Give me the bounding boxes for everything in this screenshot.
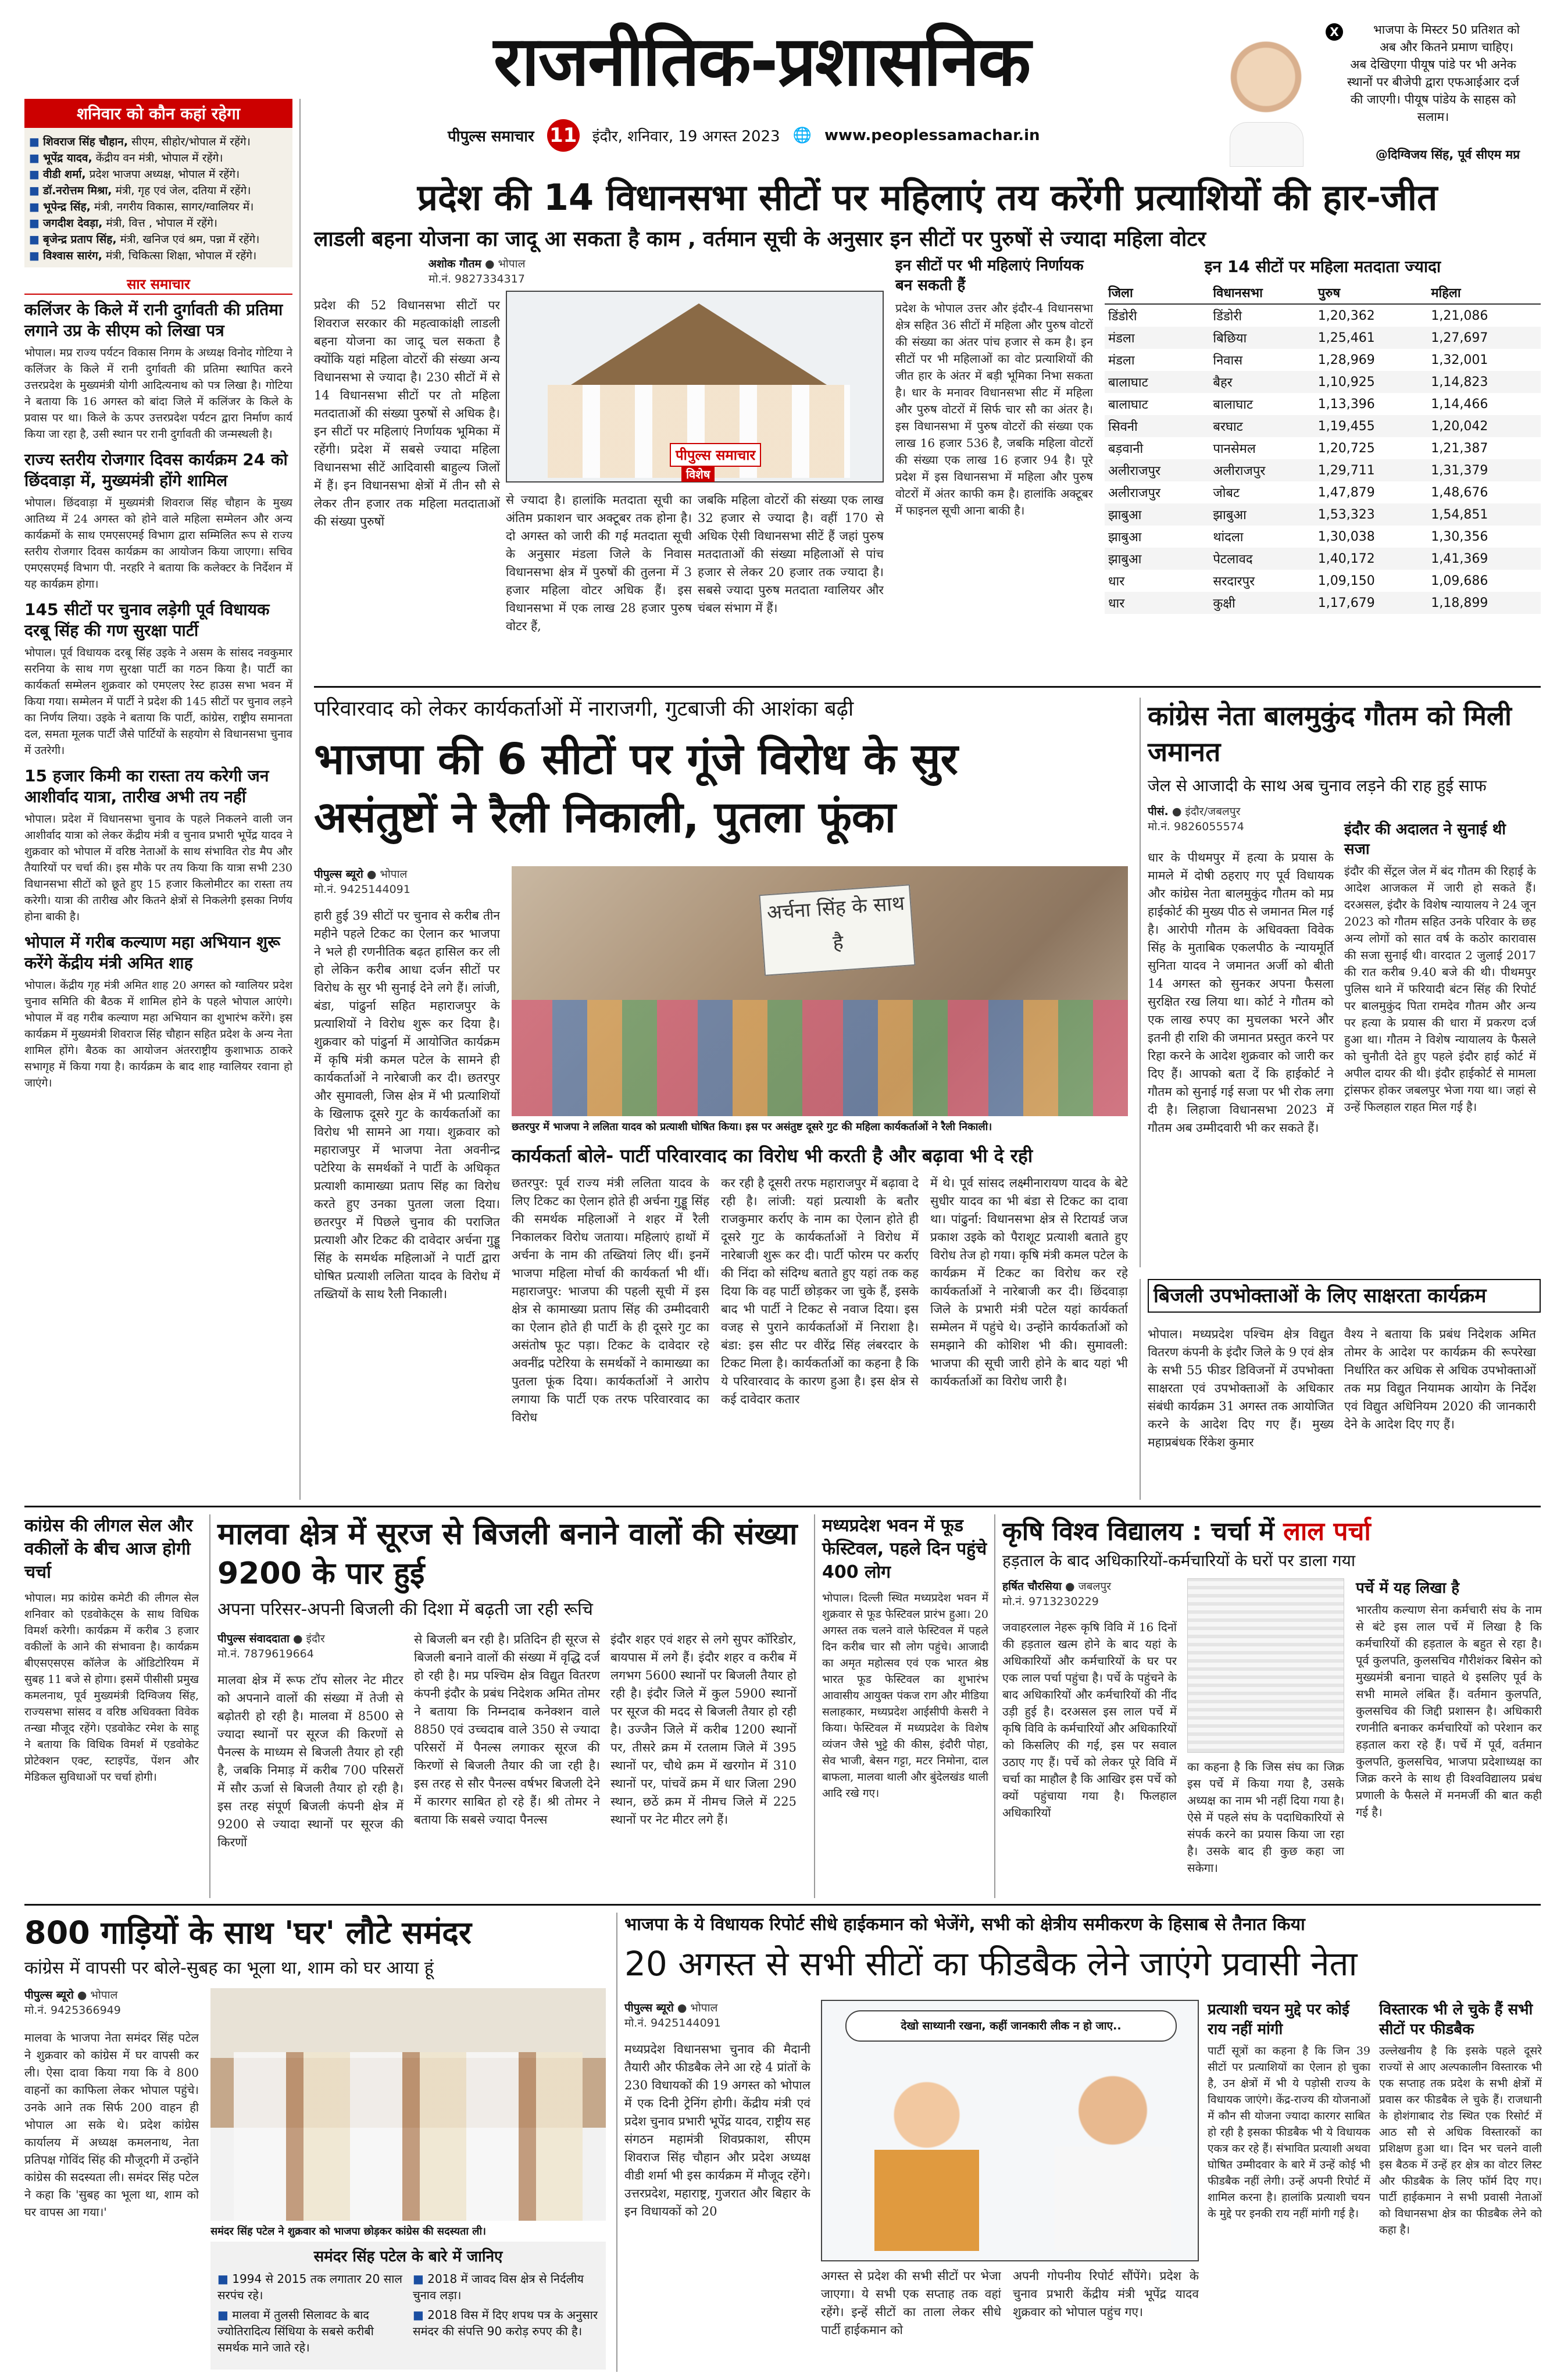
congress-side-box — [1344, 820, 1536, 1262]
table-row — [1105, 548, 1541, 570]
legal-headline: कांग्रेस की लीगल सेल और वकीलों के बीच आज होगी चर्चा — [24, 1516, 193, 1582]
red-pamphlet-photo — [1187, 1578, 1344, 1753]
brief-title: कलिंजर के किले में रानी दुर्गावती की प्रतिमा लगाने उप्र के सीएम को लिखा पत्र — [24, 300, 283, 340]
brief-body: भोपाल। छिंदवाड़ा में मुख्यमंत्री शिवराज सिंह चौहान के मुख्य आतिथ्य में 24 अगस्त को होने वाले महिला सम्मेलन और अन्य कार्यक्रमों के साथ एमएसएमई विभाग द्वारा सम्मिलित रूप से राज्य स्तरीय रोजगार दिवस कार्यक्रम का आयोजन किया जाएगा। सचिव एमएसएमई विभाग पी. नरहरि ने बताया कि कलेक्टर के निर्देशन में यह कार्यक्रम होगा। — [24, 496, 292, 591]
brief-body: भोपाल। मप्र राज्य पर्यटन विकास निगम के अध्यक्ष विनोद गोटिया ने कलिंजर के किले में रानी दुर्गावती की प्रतिमा स्थापित करने उत्तरप्रदेश के मुख्यमंत्री योगी आदित्यनाथ को पत्र लिखा है। गोटिया ने बताया कि 16 अगस्त को बांदा जिले में कलिंजर के किले के प्रवास पर था। किले के ऊपर उत्तरप्रदेश पर्यटन द्वारा निर्माण कार्य किया जा रहा है, उसी स्थान पर रानी दुर्गावती की जन्मस्थली है। — [24, 346, 292, 441]
agri-side-box — [1356, 1578, 1542, 1892]
table-cell: निवास — [1213, 353, 1243, 368]
table-cell: 1,28,969 — [1317, 352, 1375, 367]
samandar-story — [24, 1913, 606, 2372]
feedback-body-col-1: मध्यप्रदेश विधानसभा चुनाव की मैदानी तैयारी और फीडबैक लेने आ रहे 4 प्रांतों के 230 विधायकों की 19 अगस्त को भोपाल में एक दिनी ट्रेनिंग होगी। केंद्रीय मंत्री एवं प्रदेश चुनाव प्रभारी भूपेंद्र यादव, राष्ट्रीय सह संगठन महामंत्री शिवप्रकाश, सीएम शिवराज सिंह चौहान और प्रदेश अध्यक्ष वीडी शर्मा भी इस कार्यक्रम में मौजूद रहेंगे। उत्तरप्रदेश, महाराष्ट्र, गुजरात और बिहार के इन विधायकों को 20 — [624, 2042, 810, 2218]
table-cell: अलीराजपुर — [1209, 459, 1314, 481]
divider — [24, 1904, 1541, 1906]
bjp-body-col-2: छतरपुर: पूर्व राज्य मंत्री ललिता यादव के लिए टिकट का ऐलान होते ही अर्चना गुड्डू सिंह की समर्थक महिलाओं ने शहर में रैली निकालकर विरोध जताया। महिलाएं हाथों में अर्चना के नाम की तख्तियां लिए थीं। इनमें भाजपा महिला मोर्चा की कार्यकर्ता भी थीं। महाराजपुर: भाजपा की पहली सूची में इस क्षेत्र से कामाख्या प्रताप सिंह की उम्मीदवारी का ऐलान होते ही पार्टी के ही दूसरे गुट का असंतोष फूट पड़ा। टिकट के दावेदार रहे अवनींद्र पटेरिया के समर्थकों ने कामाख्या का पुतला फूंक दिया। कार्यकर्ताओं ने आरोप लगाया कि पार्टी एक तरफ परिवारवाद का विरोध — [512, 1176, 709, 1424]
congress-body: धार के पीथमपुर में हत्या के प्रयास के मामले में दोषी ठहराए गए पूर्व विधायक और कांग्रेस नेता बालमुकुंद गौतम को मप्र हाईकोर्ट की मुख्य पीठ से जमानत मिल गई है। आरोपी गौतम के अधिवक्ता विवेक सिंह के मुताबिक एकलपीठ के न्यायमूर्ति सुनिता यादव ने जमानत अर्जी को बीती 14 अगस्त को सुनकर अपना फैसला सुरक्षित रख लिया था। कोर्ट ने गौतम को एक लाख रुपए का मुचलका भरने और इतनी ही राशि की जमानत प्रस्तुत करने पर रिहा करने के आदेश शुक्रवार को जारी कर दिए हैं। आपको बता दें कि हाईकोर्ट ने गौतम को सुनाई गई सजा पर भी रोक लगा दी है। लिहाजा विधानसभा 2023 में गौतम अब उम्मीदवारी भी कर सकते हैं। — [1148, 850, 1334, 1135]
table-cell: सरदारपुर — [1213, 574, 1255, 589]
x-icon: X — [1326, 23, 1343, 41]
brief-item — [24, 932, 292, 1091]
schedule-item: ■ भूपेंद्र यादव, केंद्रीय वन मंत्री, भोपाल में रहेंगे। — [29, 152, 223, 165]
side-box-body: प्रदेश के भोपाल उत्तर और इंदौर-4 विधानसभा क्षेत्र सहित 36 सीटों में महिला और पुरुष वोटरों की संख्या का अंतर पांच हजार से कम है। इन सीटों पर भी महिलाओं का वोट प्रत्याशियों की जीत हार के अंतर में बड़ी भूमिका निभा सकता है। धार के मनावर विधानसभा सीट में महिला और पुरुष वोटरों में सिर्फ चार सौ का अंतर है। इस विधानसभा में पुरुष वोटरों की संख्या एक लाख 16 हजार 536 है, जबकि महिला वोटरों की संख्या एक लाख 16 हजार 94 है। पूरे प्रदेश में इस विधानसभा में महिला और पुरुष वोटरों में अंतर काफी कम है। हालांकि अक्टूबर में फाइनल सूची आना बाकी है। — [895, 301, 1093, 517]
table-cell: 1,19,455 — [1315, 415, 1428, 437]
table-cell: सिवनी — [1105, 415, 1209, 437]
table-cell: 1,20,725 — [1317, 441, 1375, 456]
table-cell: 1,25,461 — [1315, 327, 1428, 349]
table-cell: 1,21,086 — [1431, 308, 1488, 323]
table-row — [1105, 459, 1541, 481]
cartoon-tag: विशेष — [681, 466, 715, 482]
agri-side-body: भारतीय कल्याण सेना कर्मचारी संघ के नाम से बंटे इस लाल पर्चे में लिखा है कि कर्मचारियों की हड़ताल के बहुत से रहा है। पूर्व कुलपति, कुलसचिव गौरीशंकर बिसेन को मुख्यमंत्री बनाना चाहते थे इसलिए पूर्व के सभी मामले लंबित हैं। वर्तमान कुलपति, कुलसचिव की जिद्दी प्रशासन है। अधिकारी रणनीति बनाकर कर्मचारियों को परेशान कर हड़ताल करा रहे हैं। पर्चे में पूर्व, वर्तमान कुलपति, कुलसचिव, भाजपा प्रदेशाध्यक्ष का जिक्र करने के साथ ही विश्वविद्यालय प्रबंध प्रणाली के फैसले में मनमर्जी की बात कही गई है। — [1356, 1603, 1542, 1819]
table-cell: बिछिया — [1209, 327, 1314, 349]
samandar-headline: 800 गाड़ियों के साथ 'घर' लौटे समंदर — [24, 1914, 472, 1951]
brief-item — [24, 766, 292, 925]
agri-headline: कृषि विश्व विद्यालय : चर्चा में लाल पर्चा — [1002, 1517, 1371, 1546]
table-cell: पानसेमल — [1213, 442, 1256, 456]
tweet-box — [1215, 17, 1541, 169]
table-row — [1105, 437, 1541, 459]
paper-name: पीपुल्स समाचार — [448, 128, 534, 145]
brief-title: भोपाल में गरीब कल्याण महा अभियान शुरू करेंगे केंद्रीय मंत्री अमित शाह — [24, 932, 280, 973]
table-cell: डिंडोरी — [1108, 309, 1137, 324]
table-cell: बालाघाट — [1213, 398, 1254, 412]
table-cell: 1,14,466 — [1431, 396, 1488, 412]
lead-body-col-3: जबकि महिला वोटरों की संख्या एक लाख 32 हजार से ज्यादा है। वहीं 170 से अधिक ऐसी विधानसभा सीटें हैं जहां पुरुष मतदाताओं की संख्या महिलाओं से पांच हजार से लेकर 20 हजार तक ज्यादा है। सबसे ज्यादा पुरुष मतदाता ग्वालियर और चंबल संभाग में हैं। — [698, 493, 884, 615]
agri-byline: हर्षित चौरसिया ● जबलपुर मो.नं. 9713230229 — [1002, 1580, 1111, 1608]
schedule-item: ■ विश्वास सारंग, मंत्री, चिकित्सा शिक्षा, भोपाल में रहेंगे। — [29, 249, 257, 262]
table-cell: 1,20,042 — [1427, 415, 1541, 437]
website-link[interactable]: www.peoplessamachar.in — [824, 127, 1040, 144]
table-cell: डिंडोरी — [1213, 309, 1242, 324]
solar-body-col-2: से बिजली बन रही है। प्रतिदिन ही सूरज से बिजली बनाने वालों की संख्या में वृद्धि दर्ज हो रही है। मप्र पश्चिम क्षेत्र विद्युत वितरण कंपनी इंदौर के प्रबंध निदेशक अमित तोमर ने बताया कि निम्नदाब कनेक्शन वाले 8850 एवं उच्चदाब वाले 350 से ज्यादा परिसरों में पैनल्स लगाकर सूरज की किरणों से बिजली तैयार की जा रही है। इस तरह से सौर पैनल्स वर्षभर बिजली देने में कारगर साबित हो रहे हैं। श्री तोमर ने बताया कि सबसे ज्यादा पैनल्स — [414, 1632, 600, 1827]
agri-headline-red: लाल पर्चा — [1283, 1517, 1371, 1546]
table-row — [1105, 526, 1541, 548]
legal-body: भोपाल। मप्र कांग्रेस कमेटी की लीगल सेल शनिवार को एडवोकेट्स के साथ विधिक विमर्श करेगी। कार्यक्रम में करीब 3 हजार वकीलों के आने की संभावना है। कार्यक्रम बीएसएसएस कॉलेज के ऑडिटोरियम में सुबह 11 बजे से होगा। इसमें पीसीसी प्रमुख कमलनाथ, पूर्व मुख्यमंत्री दिग्विजय सिंह, राज्यसभा सांसद व वरिष्ठ अधिवक्ता विवेक तन्खा मौजूद रहेंगे। एडवोकेट रमेश के साहू ने बताया कि विधिक विमर्श में एडवोकेट प्रोटेक्शन एक्ट, स्टाइपेंड, पेंशन और मेडिकल सुविधाओं पर चर्चा होगी। — [24, 1592, 199, 1784]
table-cell: थांदला — [1213, 530, 1244, 545]
solar-body-col-1: मालवा क्षेत्र में रूफ टॉप सोलर नेट मीटर को अपनाने वालों की संख्या में तेजी से बढ़ोतरी हो रही है। मालवा में 8500 से ज्यादा स्थानों पर सूरज की किरणों से पैनल्स के माध्यम से बिजली तैयार हो रही है, जबकि निमाड़ में करीब 700 परिसरों में सौर ऊर्जा से बिजली तैयार हो रही है। इस तरह संपूर्ण बिजली कंपनी क्षेत्र में 9200 से ज्यादा स्थानों पर सूरज की किरणों — [217, 1673, 403, 1849]
solar-byline: पीपुल्स संवाददाता ● इंदौर मो.नं. 7879619664 — [217, 1632, 325, 1660]
schedule-item: ■ बृजेन्द्र प्रताप सिंह, मंत्री, खनिज एवं श्रम, पन्ना में रहेंगे। — [29, 233, 260, 246]
rally-placard: अर्चना सिंह के साथ है — [759, 884, 915, 976]
samandar-subhead: कांग्रेस में वापसी पर बोले-सुबह का भूला था, शाम को घर आया हूं — [24, 1958, 434, 1978]
voter-table — [1105, 281, 1541, 614]
table-cell: 1,18,899 — [1427, 592, 1541, 614]
fact-item: ■ 1994 से 2015 तक लगातार 20 साल सरपंच रहे। — [217, 2272, 402, 2302]
side-2-body: उल्लेखनीय है कि इसके पहले दूसरे राज्यों से आए अल्पकालीन विस्तारक भी एक सप्ताह तक प्रदेश के सभी क्षेत्रों में प्रवास कर फीडबैक ले चुके हैं। राजधानी के होशंगाबाद रोड स्थित एक रिसोर्ट में आठ सौ से अधिक विस्तारकों का प्रशिक्षण हुआ था। दिन भर चलने वाली इस बैठक में उन्हें हर क्षेत्र का वोटर लिस्ट और फीडबैक के लिए फॉर्म दिए गए। पार्टी हाईकमान ने सभी प्रवासी नेताओं को विधानसभा क्षेत्र का फीडबैक लेने को कहा है। — [1379, 2045, 1542, 2236]
table-cell: झाबुआ — [1108, 530, 1142, 545]
schedule-title: शनिवार को कौन कहां रहेगा — [24, 99, 292, 128]
fact-item: ■ 2018 विस में दिए शपथ पत्र के अनुसार समंदर की संपत्ति 90 करोड़ रुपए की है। — [413, 2308, 598, 2338]
lead-story — [314, 174, 1541, 709]
lead-byline: अशोक गौतम ● भोपाल मो.नं. 9827334317 — [428, 258, 526, 285]
brief-body: भोपाल। पूर्व विधायक दरबू सिंह उइके ने असम के सांसद नवकुमार सरनिया के साथ गण सुरक्षा पार्टी का गठन किया है। पार्टी का कार्यकर्ता सम्मेलन शुक्रवार को एमएलए रेस्ट हाउस सभा भवन में किया गया। सम्मेलन में पार्टी ने प्रदेश की 145 सीटों पर चुनाव लड़ने का निर्णय लिया। उइके ने बताया कि पार्टी, कांग्रेस, राष्ट्रीय समानता दल, समता मूलक पार्टी जैसे पार्टियों के सहयोग से विधानसभा चुनाव में उतरेगी। — [24, 646, 292, 757]
table-cell: अलीराजपुर — [1108, 486, 1160, 501]
food-festival-story — [814, 1514, 988, 1898]
congress-side-title: इंदौर की अदालत ने सुनाई थी सजा — [1344, 821, 1506, 858]
table-cell: बालाघाट — [1105, 371, 1209, 393]
bjp-headline-2: असंतुष्टों ने रैली निकाली, पुतला फूंका — [314, 792, 896, 842]
table-cell: 1,17,679 — [1315, 592, 1428, 614]
table-cell: बालाघाट — [1108, 398, 1148, 412]
electricity-body-col-1: भोपाल। मध्यप्रदेश पश्चिम क्षेत्र विद्युत वितरण कंपनी के इंदौर जिले के 9 एवं क्षेत्र के सभी 55 फीडर डिविजनों में उपभोक्ता साक्षरता एवं उपभोक्ताओं के अधिकार संबंधी कार्यक्रम 31 अगस्त तक आयोजित करने के आदेश दिए गए हैं। मुख्य महाप्रबंधक रिंकेश कुमार — [1148, 1327, 1334, 1449]
table-row — [1105, 349, 1541, 371]
globe-icon: 🌐 — [792, 127, 812, 144]
schedule-item: ■ भूपेन्द्र सिंह, मंत्री, नगरीय विकास, सागर/ग्वालियर में। — [29, 201, 254, 213]
table-cell: बड़वानी — [1108, 442, 1144, 456]
table-cell: झाबुआ — [1209, 503, 1314, 526]
lead-side-box — [895, 256, 1093, 698]
schedule-item: ■ डॉ.नरोत्तम मिश्रा, मंत्री, गृह एवं जेल, दतिया में रहेंगे। — [29, 184, 251, 197]
masthead — [360, 17, 1163, 157]
table-row — [1105, 503, 1541, 526]
table-row — [1105, 481, 1541, 503]
voter-table-title: इन 14 सीटों पर महिला मतदाता ज्यादा — [1204, 257, 1441, 276]
electricity-story — [1140, 1279, 1541, 1500]
congress-side-body: इंदौर की सेंट्रल जेल में बंद गौतम की रिहाई के आदेश आजकल में जारी हो सकते हैं। दरअसल, इंदौर के विशेष न्यायालय ने 24 जून 2023 को गौतम सहित उनके परिवार के छह अन्य लोगों को सात वर्ष के कठोर कारावास की सजा सुनाई थी। वारदात 2 जुलाई 2017 की रात करीब 9.40 बजे की थी। पीथमपुर पुलिस थाने में फरियादी बंटन सिंह की रिपोर्ट पर बालमुकुंद पिता रामदेव गौतम और अन्य पर हत्या के प्रयास की धारा में प्रकरण दर्ज हुआ था। गौतम ने विशेष न्यायालय के फैसले को चुनौती देते हुए पहले इंदौर हाई कोर्ट में अपील दायर की थी। इंदौर हाईकोर्ट से मामला ट्रांसफर होकर जबलपुर भेजा गया था। जहां से उन्हें फिलहाल राहत मिल गई है। — [1344, 864, 1536, 1114]
politician-photo — [1215, 29, 1317, 166]
table-row — [1105, 592, 1541, 614]
table-cell: अलीराजपुर — [1105, 459, 1209, 481]
facts-title: समंदर सिंह पटेल के बारे में जानिए — [313, 2248, 503, 2265]
cartoon-character-right — [1055, 2071, 1171, 2251]
voter-table-box — [1105, 256, 1541, 698]
bjp-body-col-4: में थे। पूर्व सांसद लक्ष्मीनारायण यादव के बेटे सुधीर यादव का भी बंडा से टिकट का दावा था। पांढुर्ना: विधानसभा क्षेत्र से रिटायर्ड जज प्रकाश उइके को पैराशूट प्रत्याशी बताते हुए विरोध तेज हो गया। कृषि मंत्री कमल पटेल के कार्यक्रम में टिकट का विरोध कर रहे कार्यकर्ताओं ने नारेबाजी कर दी। छिंदवाड़ा जिले के प्रभारी मंत्री पटेल यहां कार्यकर्ता सम्मेलन में पहुंचे थे। उन्होंने कार्यकर्ताओं को समझाने की कोशिश भी की। सुमावली: भाजपा की सूची जारी होने के बाद यहां भी कार्यकर्ताओं का विरोध जारी है। — [930, 1176, 1128, 1388]
feedback-body-col-3: अपनी गोपनीय रिपोर्ट सौंपेंगे। प्रदेश के चुनाव प्रभारी केंद्रीय मंत्री भूपेंद्र यादव शुक्रवार को भोपाल पहुंच गए। — [1013, 2269, 1199, 2319]
lead-cartoon — [506, 291, 884, 483]
bjp-byline: पीपुल्स ब्यूरो ● भोपाल मो.नं. 9425144091 — [314, 868, 410, 896]
agri-side-title: पर्चे में यह लिखा है — [1356, 1579, 1460, 1597]
table-cell: 1,29,711 — [1315, 459, 1428, 481]
table-cell: 1,40,172 — [1315, 548, 1428, 570]
schedule-item: ■ शिवराज सिंह चौहान, सीएम, सीहोर/भोपाल में रहेंगे। — [29, 135, 251, 148]
agri-body-col-2: का कहना है कि जिस संघ का जिक्र इस पर्चे में किया गया है, उसके अध्यक्ष का नाम भी नहीं दिया गया है। ऐसे में पहले संघ के पदाधिकारियों से संपर्क करने का प्रयास किया जा रहा है। उसके बाद ही कुछ कहा जा सकेगा। — [1187, 1760, 1344, 1875]
sidebar — [24, 99, 301, 1500]
table-cell: 1,48,676 — [1431, 485, 1488, 500]
table-cell: 1,14,823 — [1427, 371, 1541, 393]
table-cell: 1,32,001 — [1431, 352, 1488, 367]
table-cell: मंडला — [1108, 353, 1135, 368]
cartoon-character-left — [874, 2077, 979, 2251]
brief-body: भोपाल। केंद्रीय गृह मंत्री अमित शाह 20 अगस्त को ग्वालियर प्रदेश चुनाव समिति की बैठक में शामिल होने के पहले भोपाल आएंगे। भोपाल में वह गरीब कल्याण महा अभियान का शुभारंभ करेंगे। इस कार्यक्रम में मुख्यमंत्री शिवराज सिंह चौहान सहित प्रदेश के अन्य नेता शामिल होंगे। बैठक का आयोजन अंतरराष्ट्रीय कुशाभाऊ ठाकरे सभागृह में किया गया है। कार्यक्रम के बाद शाह ग्वालियर रवाना हो जाएंगे। — [24, 979, 292, 1089]
col-header: महिला — [1427, 281, 1541, 304]
solar-headline: मालवा क्षेत्र में सूरज से बिजली बनाने वालों की संख्या 9200 के पार हुई — [217, 1517, 798, 1591]
brief-item — [24, 599, 292, 759]
agri-subhead: हड़ताल के बाद अधिकारियों-कर्मचारियों के घरों पर डाला गया — [1002, 1551, 1356, 1570]
feedback-headline: 20 अगस्त से सभी सीटों का फीडबैक लेने जाएंगे प्रवासी नेता — [624, 1944, 1358, 1984]
electricity-headline: बिजली उपभोक्ताओं के लिए साक्षरता कार्यक्रम — [1148, 1279, 1541, 1313]
bjp-kicker: परिवारवाद को लेकर कार्यकर्ताओं में नाराजगी, गुटबाजी की आशंका बढ़ी — [314, 697, 854, 721]
table-cell: झाबुआ — [1105, 548, 1209, 570]
congress-subhead: जेल से आजादी के साथ अब चुनाव लड़ने की राह हुई साफ — [1148, 776, 1487, 795]
cartoon-umbrella — [571, 303, 827, 385]
table-row — [1105, 415, 1541, 437]
side-1-body: पार्टी सूत्रों का कहना है कि जिन 39 सीटों पर प्रत्याशियों का ऐलान हो चुका है, उन क्षेत्रों में भी ये पड़ोसी राज्य के विधायक जाएंगे। केंद्र-राज्य की योजनाओं में कौन सी योजना ज्यादा कारगर साबित हो रही है इसका फीडबैक भी ये विधायक एकत्र कर रहे हैं। संभावित प्रत्याशी अथवा घोषित उम्मीदवार के बारे में उन्हें कोई भी फीडबैक नहीं लेगी। उन्हें अपनी रिपोर्ट में शामिल करना है। हालांकि प्रत्याशी चयन के मुद्दे पर इनकी राय नहीं मांगी गई है। — [1208, 2045, 1370, 2220]
solar-subhead: अपना परिसर-अपनी बिजली की दिशा में बढ़ती जा रही रूचि — [217, 1599, 593, 1620]
col-header: पुरुष — [1315, 281, 1428, 304]
tweet-author: @दिग्विजय सिंह, पूर्व सीएम मप्र — [1375, 148, 1520, 162]
rally-crowd — [512, 1000, 1128, 1116]
table-cell: पेटलावद — [1209, 548, 1314, 570]
food-headline: मध्यप्रदेश भवन में फूड फेस्टिवल, पहले दिन पहुंचे 400 लोग — [822, 1516, 987, 1582]
table-cell: 1,41,369 — [1427, 548, 1541, 570]
legal-cell-story — [24, 1514, 199, 1898]
table-cell: 1,54,851 — [1427, 503, 1541, 526]
table-cell: 1,20,362 — [1317, 308, 1375, 323]
solar-story — [209, 1514, 808, 1898]
divider — [314, 686, 1541, 688]
table-row — [1105, 327, 1541, 349]
table-cell: कुक्षी — [1209, 592, 1314, 614]
brief-item — [24, 299, 292, 442]
table-cell: जोबट — [1213, 486, 1240, 501]
bjp-body-col-3: कर रही है दूसरी तरफ महाराजपुर में बढ़ावा दे रही है। लांजी: यहां प्रत्याशी के बतौर राजकुमार कर्राए के नाम का ऐलान होते ही दूसरे गुट के कार्यकर्ताओं ने विरोध में नारेबाजी शुरू कर दी। पार्टी फोरम पर कर्राए की निंदा को संदिग्ध बताते हुए यहां तक कह दिया कि वह पार्टी छोड़कर जा चुके हैं, इसके बाद भी पार्टी ने टिकट से नवाज दिया। इस वजह से पुराने कार्यकर्ताओं में निराशा है। बंडा: इस सीट पर वीरेंद्र सिंह लंबरदार के टिकट मिला है। कार्यकर्ताओं का कहना है कि ये परिवारवाद के कारण हुआ है। इस क्षेत्र से कई दावेदार कतार — [721, 1176, 919, 1406]
table-row — [1105, 371, 1541, 393]
schedule-item: ■ वीडी शर्मा, प्रदेश भाजपा अध्यक्ष, भोपाल में रहेंगे। — [29, 168, 240, 181]
lead-body-col-1: प्रदेश की 52 विधानसभा सीटों पर शिवराज सरकार की महत्वाकांक्षी लाडली बहना योजना का जादू चल सकता है क्योंकि यहां महिला वोटरों की संख्या अन्य विधानसभा से ज्यादा है। 230 सीटों में से 14 विधानसभा सीटों पर तो महिला मतदाताओं की संख्या पुरुषों से अधिक है। इन सीटों पर महिलाएं निर्णायक भूमिका में रहेंगी। प्रदेश में सबसे ज्यादा महिला विधानसभा सीटें आदिवासी बाहुल्य जिलों में हैं। इन विधानसभा क्षेत्रों में तीन सौ से लेकर तीन हजार तक महिला मतदाताओं की संख्या पुरुषों — [314, 298, 500, 528]
samandar-photo-caption: समंदर सिंह पटेल ने शुक्रवार को भाजपा छोड़कर कांग्रेस की सदस्यता ली। — [210, 2225, 486, 2238]
brief-title: राज्य स्तरीय रोजगार दिवस कार्यक्रम 24 को छिंदवाड़ा में, मुख्यमंत्री होंगे शामिल — [24, 450, 288, 490]
brief-body: भोपाल। प्रदेश में विधानसभा चुनाव के पहले निकलने वाली जन आशीर्वाद यात्रा को लेकर केंद्रीय मंत्री व चुनाव प्रभारी भूपेंद्र यादव ने शुक्रवार को भोपाल में वरिष्ठ नेताओं के साथ संभावित रोड मैप और तैयारियों पर चर्चा की। इस मौके पर तय किया कि यात्रा सभी 230 विधानसभा सीटों को छूते हुए 15 हजार किलोमीटर का रास्ता तय करेगी। यात्रा की तारीख और कितने क्षेत्रों से निकलेगी इसका निर्णय होना बाकी है। — [24, 813, 292, 923]
section-title: राजनीतिक-प्रशासनिक — [493, 21, 1030, 101]
congress-headline: कांग्रेस नेता बालमुकुंद गौतम को मिली जमानत — [1148, 700, 1512, 767]
lead-subhead: लाडली बहना योजना का जादू आ सकता है काम , वर्तमान सूची के अनुसार इन सीटों पर पुरुषों से ज्यादा महिला वोटर — [314, 227, 1206, 251]
side-box-title: इन सीटों पर भी महिलाएं निर्णायक बन सकती हैं — [895, 257, 1084, 294]
lead-body-col-2: से ज्यादा है। हालांकि मतदाता सूची का अंतिम प्रकाशन चार अक्टूबर तक होना है। दो अगस्त को जारी की गई मतदाता सूची के अनुसार मंडला जिले के निवास विधानसभा क्षेत्र में पुरुषों की तुलना में 3 हजार महिला वोटर अधिक हैं। इस विधानसभा में एक लाख 28 हजार पुरुष वोटर हैं, — [506, 493, 692, 633]
table-cell: 1,10,925 — [1315, 371, 1428, 393]
divider — [24, 1506, 1541, 1507]
bjp-story — [314, 692, 1128, 1506]
table-row — [1105, 570, 1541, 592]
rally-photo — [512, 866, 1128, 1116]
rally-photo-caption: छतरपुर में भाजपा ने ललिता यादव को प्रत्याशी घोषित किया। इस पर असंतुष्ट दूसरे गुट की महिला कार्यकर्ताओं ने रैली निकाली। — [512, 1121, 992, 1133]
brief-title: 15 हजार किमी का रास्ता तय करेगी जन आशीर्वाद यात्रा, तारीख अभी तय नहीं — [24, 766, 269, 806]
feedback-byline: पीपुल्स ब्यूरो ● भोपाल मो.नं. 9425144091 — [624, 2002, 721, 2029]
side-2-title: विस्तारक भी ले चुके हैं सभी सीटों पर फीडबैक — [1379, 2001, 1533, 2038]
place-date: इंदौर, शनिवार, 19 अगस्त 2023 — [592, 128, 780, 145]
tweet-text-2: अब देखिएगा पीयूष पांडे पर भी अनेक स्थानों पर बीजेपी द्वारा एफआईआर दर्ज की जाएगी। पीयूष पांडेय के साहस को सलाम। — [1347, 58, 1519, 124]
cartoon-label: पीपुल्स समाचार — [670, 443, 761, 467]
table-cell: 1,53,323 — [1315, 503, 1428, 526]
samandar-photo — [210, 1988, 606, 2221]
table-cell: 1,09,150 — [1317, 573, 1375, 588]
agri-university-story — [994, 1514, 1541, 1898]
bjp-body: हारी हुई 39 सीटों पर चुनाव से करीब तीन महीने पहले टिकट का ऐलान कर भाजपा ने भले ही रणनीतिक बढ़त हासिल कर ली हो लेकिन करीब आधा दर्जन सीटों पर विरोध के सुर भी सुनाई देने लगे हैं। लांजी, बंडा, पांढुर्ना सहित महाराजपुर के प्रत्याशियों ने विरोध शुरू कर दिया है। शुक्रवार को पांढुर्ना में आयोजित कार्यक्रम में कृषि मंत्री कमल पटेल के सामने ही कार्यकर्ताओं ने नारेबाजी कर दी। छतरपुर और सुमावली, जिस क्षेत्र में भी प्रत्याशियों के खिलाफ दूसरे गुट के कार्यकर्ताओं का विरोध भी सामने आ गया। शुक्रवार को महाराजपुर में भाजपा नेता अवनीन्द्र पटेरिया के समर्थकों ने पार्टी के अधिकृत प्रत्याशी कामाख्या प्रताप सिंह का विरोध करते हुए उनका पुतला जला दिया। छतरपुर में पिछले चुनाव की पराजित प्रत्याशी और टिकट की दावेदार अर्चना गुड्डू सिंह के समर्थक महिलाओं ने पार्टी द्वारा घोषित प्रत्याशी ललिता यादव के विरोध में तख्तियों के साथ रैली निकाली। — [314, 909, 500, 1301]
table-row — [1105, 304, 1541, 327]
table-header-row — [1105, 281, 1541, 304]
col-header: विधानसभा — [1209, 281, 1314, 304]
table-cell: 1,47,879 — [1317, 485, 1375, 500]
schedule-list — [24, 128, 292, 267]
table-cell: 1,13,396 — [1317, 396, 1375, 412]
feedback-side-2 — [1379, 2000, 1542, 2366]
congress-bail-story — [1140, 698, 1541, 1267]
feedback-kicker: भाजपा के ये विधायक रिपोर्ट सीधे हाईकमान को भेजेंगे, सभी को क्षेत्रीय समीकरण के हिसाब से तैनात किया — [624, 1914, 1305, 1935]
paper-info-bar — [448, 121, 1087, 150]
side-1-title: प्रत्याशी चयन मुद्दे पर कोई राय नहीं मांगी — [1208, 2001, 1349, 2038]
table-cell: बरघाट — [1209, 415, 1314, 437]
bjp-headline-1: भाजपा की 6 सीटों पर गूंजे विरोध के सुर — [314, 734, 958, 784]
page-number: 11 — [547, 119, 580, 152]
fact-item: ■ 2018 में जावद विस क्षेत्र से निर्दलीय चुनाव लड़ा। — [413, 2272, 584, 2302]
solar-body-col-3: इंदौर शहर एवं शहर से लगे सुपर कॉरिडोर, बायपास में लगे हैं। इंदौर शहर व करीब में लगभग 5600 स्थानों पर बिजली तैयार हो रही है। इंदौर जिले में कुल 5900 स्थानों पर सूरज की मदद से बिजली तैयार हो रही है। उज्जैन जिले में करीब 1200 स्थानों पर, तीसरे क्रम में रतलाम जिले में 395 स्थानों पर, चौथे क्रम में खरगोन में 310 स्थानों पर, पांचवें क्रम में धार जिला 290 स्थान, छठें क्रम में नीमच जिले में 225 स्थानों पर नेट मीटर लगे हैं। — [610, 1632, 797, 1827]
fact-item: ■ मालवा में तुलसी सिलावट के बाद ज्योतिरादित्य सिंधिया के सबसे करीबी समर्थक माने जाते रहे। — [217, 2308, 374, 2354]
bjp-subhead: कार्यकर्ता बोले- पार्टी परिवारवाद का विरोध भी करती है और बढ़ावा भी दे रही — [512, 1145, 1033, 1167]
samandar-byline: पीपुल्स ब्यूरो ● भोपाल मो.नं. 9425366949 — [24, 1989, 121, 2017]
table-cell: 1,21,387 — [1431, 441, 1488, 456]
samandar-photo-figures — [234, 2052, 583, 2221]
cartoon-speech: देखो साथ्यानी रखना, कहीं जानकारी लीक न हो जाए.. — [845, 2010, 1177, 2042]
schedule-item: ■ जगदीश देवड़ा, मंत्री, वित्त , भोपाल में रहेंगे। — [29, 217, 217, 230]
congress-byline: पीसं. ● इंदौर/जबलपुर मो.नं. 9826055574 — [1148, 805, 1244, 833]
table-cell: 1,31,379 — [1427, 459, 1541, 481]
news-brief-label: सार समाचार — [24, 274, 292, 295]
table-cell: धार — [1105, 592, 1209, 614]
feedback-cartoon — [821, 2000, 1199, 2261]
food-body: भोपाल। दिल्ली स्थित मध्यप्रदेश भवन में शुक्रवार से फूड फेस्टिवल प्रारंभ हुआ। 20 अगस्त तक चलने वाले फेस्टिवल में पहले दिन करीब चार सौ लोग पहुंचे। आजादी का अमृत महोत्सव एवं एक भारत श्रेष्ठ भारत फूड फेस्टिवल का शुभारंभ आवासीय आयुक्त पंकज राग और मीडिया सलाहकार, मध्यप्रदेश आईसीपी केसरी ने किया। फेस्टिवल में मध्यप्रदेश के विशेष व्यंजन जैसे भुट्टे की कीस, इंदौरी पोहा, सेव भाजी, बेसन गट्टा, मटर निमोना, दाल बाफला, मालवा थाली और बुंदेलखंड थाली आदि रखे गए। — [822, 1592, 988, 1800]
samandar-facts-box — [210, 2242, 606, 2370]
table-cell: मंडला — [1105, 327, 1209, 349]
agri-body-col-1: जवाहरलाल नेहरू कृषि विवि में 16 दिनों की हड़ताल खत्म होने के बाद यहां के अधिकारियों और कर्मचारियों के घर पर एक लाल पर्चा पहुंचा है। पर्चे के पहुंचने के बाद अधिकारियों और कर्मचारियों की नींद उड़ी हुई है। दरअसल इस लाल पर्चे में कृषि विवि के कर्मचारियों और अधिकारियों को किसलिए की गई, इस पर सवाल उठाए गए हैं। पर्चे को लेकर पूरे विवि में चर्चा का माहौल है कि आखिर इस पर्चे को क्यों पहुंचाया गया है। फिलहाल अधिकारियों — [1002, 1620, 1177, 1820]
table-cell: झाबुआ — [1105, 503, 1209, 526]
table-cell: बैहर — [1209, 371, 1314, 393]
col-header: जिला — [1105, 281, 1209, 304]
lead-headline: प्रदेश की 14 विधानसभा सीटों पर महिलाएं तय करेंगी प्रत्याशियों की हार-जीत — [417, 176, 1438, 219]
table-cell: 1,30,038 — [1317, 529, 1375, 544]
feedback-story — [616, 1913, 1541, 2372]
table-cell: 1,30,356 — [1431, 529, 1488, 544]
samandar-body: मालवा के भाजपा नेता समंदर सिंह पटेल ने शुक्रवार को कांग्रेस में घर वापसी कर ली। ऐसा दावा किया गया कि वे 800 वाहनों का काफिला लेकर भोपाल पहुंचे। उनके आने तक सिर्फ 200 वाहन ही भोपाल आ सके थे। प्रदेश कांग्रेस कार्यालय में अध्यक्ष कमलनाथ, नेता प्रतिपक्ष गोविंद सिंह की मौजूदगी में उन्होंने कांग्रेस की सदस्यता ली। समंदर सिंह पटेल ने कहा कि 'सुबह का भूला था, शाम को घर वापस आ गया।' — [24, 2031, 199, 2219]
brief-item — [24, 449, 292, 592]
table-cell: धार — [1108, 574, 1125, 589]
brief-title: 145 सीटों पर चुनाव लड़ेगी पूर्व विधायक दरबू सिंह की गण सुरक्षा पार्टी — [24, 600, 270, 640]
tweet-text: भाजपा के मिस्टर 50 प्रतिशत को अब और कितने प्रमाण चाहिए। — [1373, 23, 1520, 54]
table-cell: 1,09,686 — [1431, 573, 1488, 588]
electricity-body-col-2: वैश्य ने बताया कि प्रबंध निदेशक अमित तोमर के आदेश पर कार्यक्रम की रूपरेखा निर्धारित कर अधिक से अधिक उपभोक्ताओं तक मप्र विद्युत नियामक आयोग के निर्देश एवं विद्युत अधिनियम 2020 की जानकारी देने के आदेश दिए गए हैं। — [1344, 1327, 1536, 1431]
feedback-body-col-2: अगस्त से प्रदेश की सभी सीटों पर भेजा जाएगा। ये सभी एक सप्ताह तक वहां रहेंगे। इन्हें सीटों का ताला लेकर सीधे पार्टी हाईकमान को — [821, 2269, 1001, 2337]
feedback-side-1 — [1208, 2000, 1370, 2366]
table-cell: 1,27,697 — [1427, 327, 1541, 349]
table-row — [1105, 393, 1541, 415]
